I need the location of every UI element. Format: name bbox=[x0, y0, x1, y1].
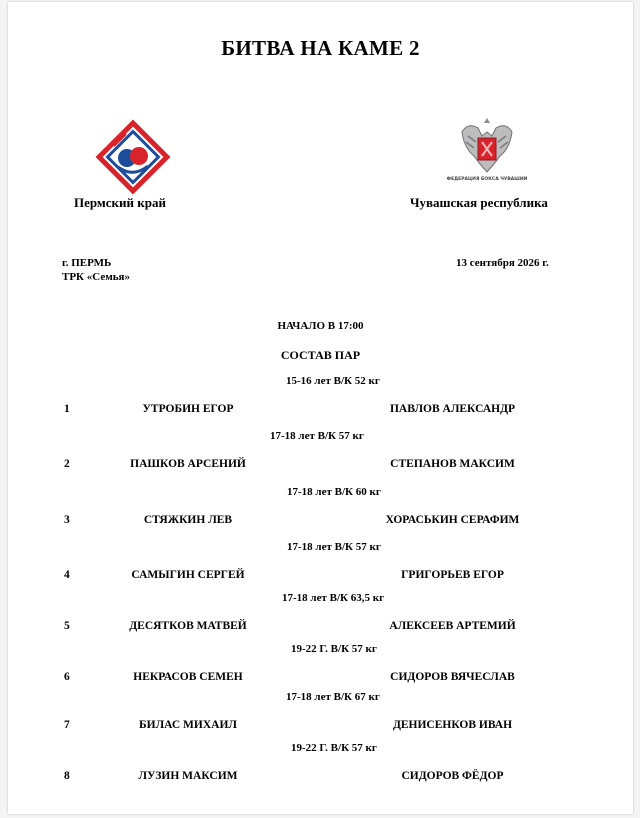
fighter-right: ХОРАСЬКИН СЕРАФИМ bbox=[385, 514, 520, 526]
fighter-right: ГРИГОРЬЕВ ЕГОР bbox=[401, 569, 504, 581]
boxing-federation-perm-logo bbox=[96, 120, 170, 194]
pair-row bbox=[8, 514, 633, 530]
fighter-right: ДЕНИСЕНКОВ ИВАН bbox=[392, 719, 513, 731]
weight-category: 17-18 лет В/К 60 кг bbox=[287, 486, 381, 498]
event-date: 13 сентября 2026 г. bbox=[456, 257, 549, 269]
pair-number: 3 bbox=[64, 514, 70, 526]
start-time: НАЧАЛО В 17:00 bbox=[277, 320, 364, 332]
weight-category: 17-18 лет В/К 57 кг bbox=[270, 430, 364, 442]
pair-number: 5 bbox=[64, 620, 70, 632]
weight-category: 19-22 Г. В/К 57 кг bbox=[291, 742, 377, 754]
fighter-left: ПАШКОВ АРСЕНИЙ bbox=[130, 458, 246, 470]
emblem-caption-text: ФЕДЕРАЦИЯ БОКСА ЧУВАШИИ bbox=[446, 177, 528, 182]
pair-number: 7 bbox=[64, 719, 70, 731]
pair-row bbox=[8, 671, 633, 687]
pair-row bbox=[8, 458, 633, 474]
fighter-left: БИЛАС МИХАИЛ bbox=[139, 719, 237, 731]
team-left-region: Пермский край bbox=[74, 195, 166, 210]
venue-city: г. ПЕРМЬ bbox=[62, 257, 112, 269]
weight-category: 17-18 лет В/К 63,5 кг bbox=[282, 592, 385, 604]
pair-row bbox=[8, 719, 633, 735]
venue-place: ТРК «Семья» bbox=[62, 271, 131, 283]
fighter-left: ДЕСЯТКОВ МАТВЕЙ bbox=[129, 620, 247, 632]
fighter-right: СИДОРОВ ФЁДОР bbox=[401, 770, 504, 782]
pair-row bbox=[8, 620, 633, 636]
team-right-region: Чувашская республика bbox=[410, 195, 548, 210]
pair-row bbox=[8, 770, 633, 786]
pairs-heading: СОСТАВ ПАР bbox=[280, 348, 361, 362]
pair-number: 1 bbox=[64, 403, 70, 415]
fighter-right: АЛЕКСЕЕВ АРТЕМИЙ bbox=[389, 620, 516, 632]
pair-row bbox=[8, 569, 633, 585]
fighter-left: ЛУЗИН МАКСИМ bbox=[138, 770, 238, 782]
fighter-right: ПАВЛОВ АЛЕКСАНДР bbox=[389, 403, 516, 415]
weight-category: 15-16 лет В/К 52 кг bbox=[286, 375, 380, 387]
pair-row bbox=[8, 403, 633, 419]
document-page bbox=[8, 2, 633, 814]
pair-number: 8 bbox=[64, 770, 70, 782]
fighter-right: СТЕПАНОВ МАКСИМ bbox=[390, 458, 515, 470]
pair-number: 4 bbox=[64, 569, 70, 581]
weight-category: 17-18 лет В/К 57 кг bbox=[287, 541, 381, 553]
fighter-left: УТРОБИН ЕГОР bbox=[142, 403, 234, 415]
fighter-left: САМЫГИН СЕРГЕЙ bbox=[131, 569, 245, 581]
fighter-left: НЕКРАСОВ СЕМЕН bbox=[133, 671, 243, 683]
pair-number: 2 bbox=[64, 458, 70, 470]
weight-category: 17-18 лет В/К 67 кг bbox=[286, 691, 380, 703]
fighter-left: СТЯЖКИН ЛЕВ bbox=[143, 514, 233, 526]
fighter-right: СИДОРОВ ВЯЧЕСЛАВ bbox=[390, 671, 515, 683]
weight-category: 19-22 Г. В/К 57 кг bbox=[291, 643, 377, 655]
chuvash-boxing-federation-emblem bbox=[446, 112, 528, 192]
pair-number: 6 bbox=[64, 671, 70, 683]
page-title: БИТВА НА КАМЕ 2 bbox=[221, 36, 420, 60]
